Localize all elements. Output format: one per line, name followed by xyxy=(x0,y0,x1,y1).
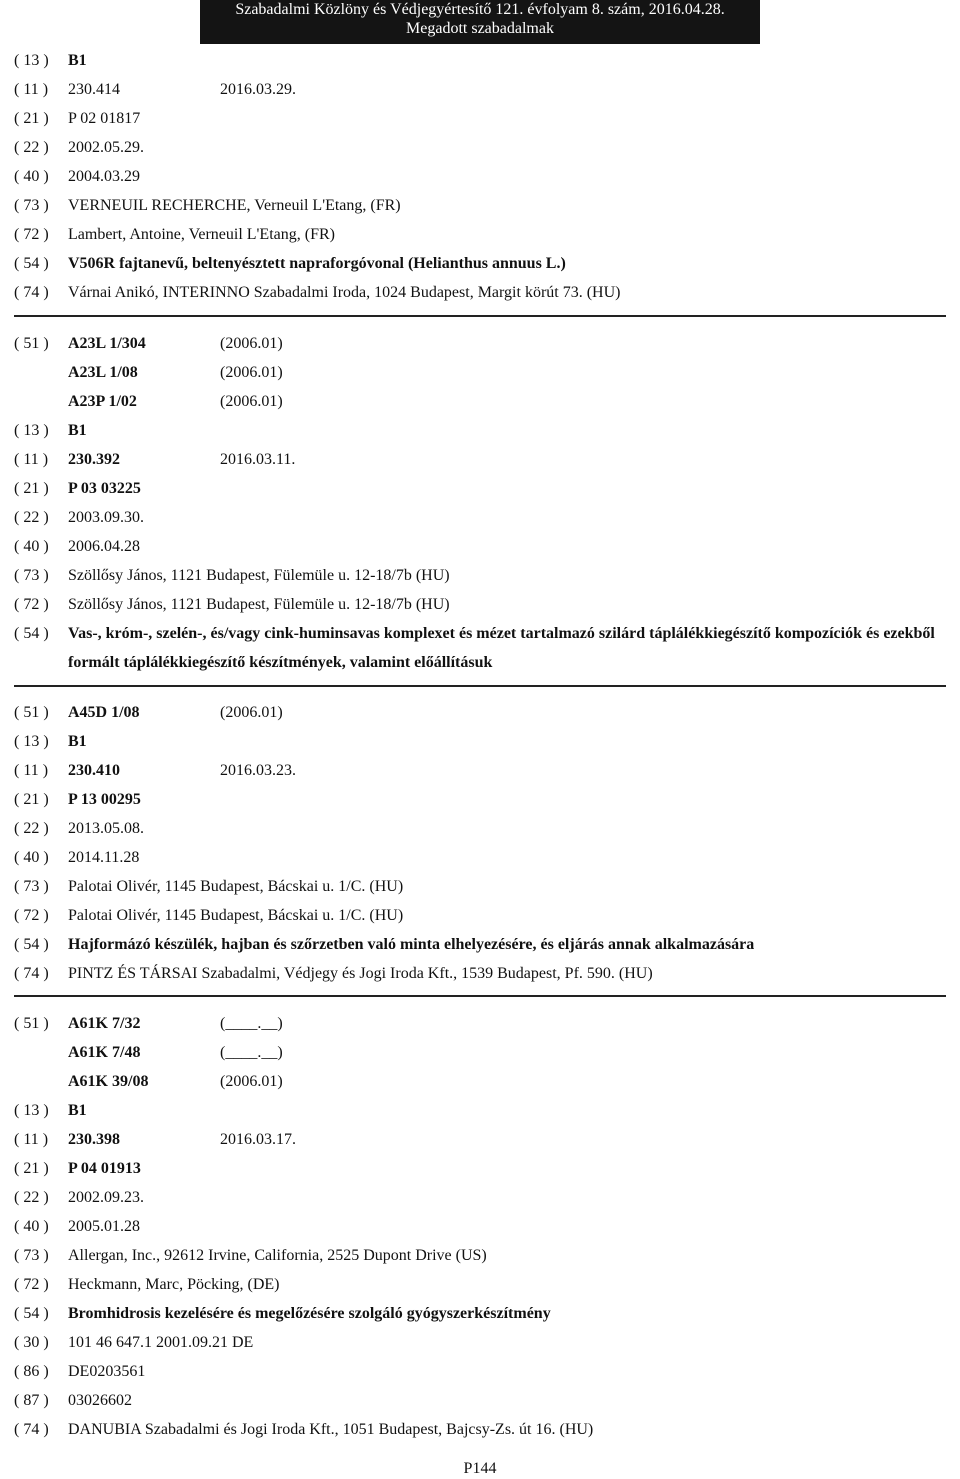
field-value: 2005.01.28 xyxy=(68,1218,140,1235)
field-value: Hajformázó készülék, hajban és szőrzetben való minta elhelyezésére, és eljárás annak alkalmazására xyxy=(68,936,755,953)
record-separator xyxy=(14,995,946,997)
field-code: ( 54 ) xyxy=(14,625,49,642)
field-code: ( 72 ) xyxy=(14,226,49,243)
field-value: A61K 39/08 xyxy=(68,1073,149,1090)
field-code: ( 51 ) xyxy=(14,335,49,352)
record-separator xyxy=(14,315,946,317)
field-code: ( 13 ) xyxy=(14,1102,49,1119)
field-row xyxy=(14,1299,954,1328)
field-row xyxy=(14,727,954,756)
field-row xyxy=(14,358,954,387)
field-row xyxy=(14,1415,954,1444)
patent-record xyxy=(14,1009,954,1444)
field-code: ( 40 ) xyxy=(14,849,49,866)
field-row xyxy=(14,901,954,930)
field-row xyxy=(14,1067,954,1096)
field-value: 230.398 xyxy=(68,1131,120,1148)
field-value: B1 xyxy=(68,1102,87,1119)
field-row xyxy=(14,930,954,959)
patent-record xyxy=(14,46,954,307)
field-value: P 02 01817 xyxy=(68,110,141,127)
field-code: ( 54 ) xyxy=(14,1305,49,1322)
field-code: ( 87 ) xyxy=(14,1392,49,1409)
field-value: Lambert, Antoine, Verneuil L'Etang, (FR) xyxy=(68,226,335,243)
journal-title: Szabadalmi Közlöny és Védjegyértesítő 121. évfolyam 8. szám, 2016.04.28. xyxy=(235,1,725,18)
field-value: B1 xyxy=(68,52,87,69)
field-code: ( 22 ) xyxy=(14,139,49,156)
field-value-secondary: 2016.03.23. xyxy=(220,762,296,779)
field-code: ( 73 ) xyxy=(14,878,49,895)
field-value: 2002.09.23. xyxy=(68,1189,144,1206)
patent-record xyxy=(14,329,954,677)
field-row xyxy=(14,1009,954,1038)
field-value-secondary: (2006.01) xyxy=(220,364,283,381)
field-value: 03026602 xyxy=(68,1392,132,1409)
field-value-secondary: 2016.03.11. xyxy=(220,451,296,468)
field-code: ( 40 ) xyxy=(14,538,49,555)
section-title: Megadott szabadalmak xyxy=(406,20,554,37)
field-row xyxy=(14,329,954,358)
field-code: ( 54 ) xyxy=(14,255,49,272)
field-row xyxy=(14,503,954,532)
field-row xyxy=(14,1096,954,1125)
field-code: ( 40 ) xyxy=(14,1218,49,1235)
field-code: ( 11 ) xyxy=(14,81,49,98)
field-code: ( 54 ) xyxy=(14,936,49,953)
field-value: Heckmann, Marc, Pöcking, (DE) xyxy=(68,1276,280,1293)
field-value: Vas-, króm-, szelén-, és/vagy cink-huminsavas komplexet és mézet tartalmazó szilárd táplálékkiegészítő kompozíciók és ezekből formált táplálékkiegészítő készítmények, valamint előállításuk xyxy=(68,625,935,671)
patent-record xyxy=(14,698,954,988)
field-code: ( 11 ) xyxy=(14,1131,49,1148)
field-value: 2014.11.28 xyxy=(68,849,140,866)
field-row xyxy=(14,220,954,249)
field-row xyxy=(14,1270,954,1299)
field-row xyxy=(14,561,954,590)
field-value: Bromhidrosis kezelésére és megelőzésére szolgáló gyógyszerkészítmény xyxy=(68,1305,551,1322)
field-row xyxy=(14,133,954,162)
field-value: Szöllősy János, 1121 Budapest, Fülemüle u. 12-18/7b (HU) xyxy=(68,596,450,613)
field-value: Várnai Anikó, INTERINNO Szabadalmi Iroda, 1024 Budapest, Margit körút 73. (HU) xyxy=(68,284,621,301)
field-row xyxy=(14,619,954,677)
record-separator xyxy=(14,685,946,687)
field-row xyxy=(14,75,954,104)
field-code: ( 21 ) xyxy=(14,480,49,497)
field-value: B1 xyxy=(68,733,87,750)
field-code: ( 21 ) xyxy=(14,110,49,127)
field-code: ( 73 ) xyxy=(14,567,49,584)
field-row xyxy=(14,1154,954,1183)
field-value: 230.410 xyxy=(68,762,120,779)
field-value: 230.414 xyxy=(68,81,120,98)
field-value-secondary: 2016.03.17. xyxy=(220,1131,296,1148)
field-value-secondary: (____.__) xyxy=(220,1044,283,1061)
field-row xyxy=(14,191,954,220)
field-row xyxy=(14,698,954,727)
field-row xyxy=(14,162,954,191)
field-row xyxy=(14,1125,954,1154)
field-code: ( 21 ) xyxy=(14,1160,49,1177)
field-value: P 13 00295 xyxy=(68,791,141,808)
field-value: P 03 03225 xyxy=(68,480,141,497)
field-code: ( 13 ) xyxy=(14,733,49,750)
field-code: ( 21 ) xyxy=(14,791,49,808)
field-row xyxy=(14,1386,954,1415)
field-value-secondary: (2006.01) xyxy=(220,335,283,352)
field-row xyxy=(14,1038,954,1067)
field-row xyxy=(14,104,954,133)
field-code: ( 73 ) xyxy=(14,197,49,214)
field-code: ( 74 ) xyxy=(14,1421,49,1438)
field-row xyxy=(14,872,954,901)
field-row xyxy=(14,1241,954,1270)
field-value: A23L 1/08 xyxy=(68,364,138,381)
field-code: ( 30 ) xyxy=(14,1334,49,1351)
field-row xyxy=(14,590,954,619)
field-value-secondary: (____.__) xyxy=(220,1015,283,1032)
field-value: B1 xyxy=(68,422,87,439)
field-value: VERNEUIL RECHERCHE, Verneuil L'Etang, (FR) xyxy=(68,197,401,214)
field-value-secondary: (2006.01) xyxy=(220,1073,283,1090)
field-row xyxy=(14,785,954,814)
field-value: PINTZ ÉS TÁRSAI Szabadalmi, Védjegy és Jogi Iroda Kft., 1539 Budapest, Pf. 590. (HU) xyxy=(68,965,653,982)
field-row xyxy=(14,1183,954,1212)
field-row xyxy=(14,249,954,278)
field-code: ( 86 ) xyxy=(14,1363,49,1380)
field-value: DE0203561 xyxy=(68,1363,146,1380)
field-row xyxy=(14,445,954,474)
field-value: 2006.04.28 xyxy=(68,538,140,555)
field-value: DANUBIA Szabadalmi és Jogi Iroda Kft., 1051 Budapest, Bajcsy-Zs. út 16. (HU) xyxy=(68,1421,594,1438)
field-code: ( 13 ) xyxy=(14,422,49,439)
field-value-secondary: 2016.03.29. xyxy=(220,81,296,98)
field-value: Allergan, Inc., 92612 Irvine, California, 2525 Dupont Drive (US) xyxy=(68,1247,487,1264)
field-value: 101 46 647.1 2001.09.21 DE xyxy=(68,1334,254,1351)
field-row xyxy=(14,532,954,561)
field-row xyxy=(14,814,954,843)
field-row xyxy=(14,1212,954,1241)
field-code: ( 72 ) xyxy=(14,907,49,924)
field-value: 2003.09.30. xyxy=(68,509,144,526)
field-value: Palotai Olivér, 1145 Budapest, Bácskai u. 1/C. (HU) xyxy=(68,878,404,895)
field-code: ( 22 ) xyxy=(14,1189,49,1206)
field-row xyxy=(14,756,954,785)
field-value: P 04 01913 xyxy=(68,1160,141,1177)
field-value-secondary: (2006.01) xyxy=(220,704,283,721)
page-number: P144 xyxy=(463,1460,497,1477)
field-code: ( 13 ) xyxy=(14,52,49,69)
field-code: ( 22 ) xyxy=(14,509,49,526)
field-value: A45D 1/08 xyxy=(68,704,140,721)
field-code: ( 51 ) xyxy=(14,704,49,721)
field-code: ( 73 ) xyxy=(14,1247,49,1264)
field-code: ( 72 ) xyxy=(14,596,49,613)
field-value: Szöllősy János, 1121 Budapest, Fülemüle u. 12-18/7b (HU) xyxy=(68,567,450,584)
field-value: A23P 1/02 xyxy=(68,393,137,410)
field-value: V506R fajtanevű, beltenyésztett napraforgóvonal (Helianthus annuus L.) xyxy=(68,255,566,272)
field-value: A23L 1/304 xyxy=(68,335,146,352)
field-code: ( 51 ) xyxy=(14,1015,49,1032)
field-row xyxy=(14,959,954,988)
page-header xyxy=(0,0,960,38)
field-row xyxy=(14,278,954,307)
field-code: ( 22 ) xyxy=(14,820,49,837)
field-row xyxy=(14,46,954,75)
field-code: ( 11 ) xyxy=(14,762,49,779)
field-row xyxy=(14,416,954,445)
field-value: 2013.05.08. xyxy=(68,820,144,837)
field-value: Palotai Olivér, 1145 Budapest, Bácskai u. 1/C. (HU) xyxy=(68,907,404,924)
field-row xyxy=(14,474,954,503)
field-code: ( 74 ) xyxy=(14,284,49,301)
field-row xyxy=(14,1328,954,1357)
field-code: ( 74 ) xyxy=(14,965,49,982)
field-value-secondary: (2006.01) xyxy=(220,393,283,410)
field-value: 2002.05.29. xyxy=(68,139,144,156)
field-row xyxy=(14,387,954,416)
field-row xyxy=(14,843,954,872)
field-code: ( 11 ) xyxy=(14,451,49,468)
field-value: 230.392 xyxy=(68,451,120,468)
field-row xyxy=(14,1357,954,1386)
field-value: 2004.03.29 xyxy=(68,168,140,185)
field-value: A61K 7/32 xyxy=(68,1015,141,1032)
field-value: A61K 7/48 xyxy=(68,1044,141,1061)
field-code: ( 72 ) xyxy=(14,1276,49,1293)
field-code: ( 40 ) xyxy=(14,168,49,185)
